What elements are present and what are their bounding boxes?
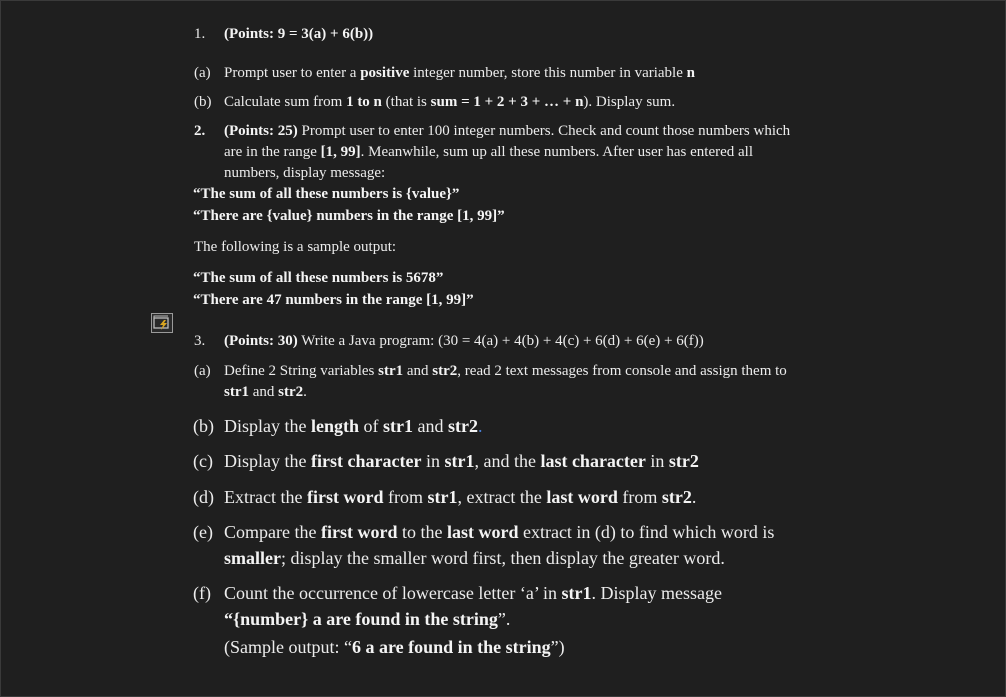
q1-a-label: (a) xyxy=(194,65,211,81)
q2-message-1: “The sum of all these numbers is {value}” xyxy=(193,186,460,202)
q3-c-text: Display the first character in str1, and the last character in str2 xyxy=(224,451,699,471)
q3-a-text: Define 2 String variables str1 and str2, read 2 text messages from console and assign them to xyxy=(224,363,787,379)
q3-e-label: (e) xyxy=(193,522,213,542)
q1-points: (Points: 9 = 3(a) + 6(b)) xyxy=(224,26,374,42)
q1-a-text: Prompt user to enter a positive integer number, store this number in variable n xyxy=(224,65,695,81)
q3-d-label: (d) xyxy=(193,487,214,507)
q3-c-label: (c) xyxy=(193,451,213,471)
edit-lightning-icon[interactable] xyxy=(151,313,173,333)
q3-number: 3. xyxy=(194,333,206,349)
q3-header xyxy=(194,331,704,352)
q3-f-text-line2: “{number} a are found in the string”. xyxy=(224,609,511,629)
q3-e-text-line2: smaller; display the smaller word first, then display the greater word. xyxy=(224,548,725,568)
q2-number: 2. xyxy=(194,123,206,139)
q3-b xyxy=(193,413,483,439)
q3-b-label: (b) xyxy=(193,416,214,436)
q2-header xyxy=(194,121,791,142)
q3-f-label: (f) xyxy=(193,583,211,603)
q2-sample-output-2: “There are 47 numbers in the range [1, 99]” xyxy=(193,292,474,308)
q3-c xyxy=(193,448,699,474)
q3-f-sample-output: (Sample output: “6 a are found in the string”) xyxy=(224,637,565,657)
q1-number: 1. xyxy=(194,26,206,42)
q2-text-line1: (Points: 25) Prompt user to enter 100 integer numbers. Check and count those numbers which xyxy=(224,123,791,139)
q3-b-text: Display the length of str1 and str2. xyxy=(224,416,483,436)
q2-sample-intro: The following is a sample output: xyxy=(194,239,397,255)
q3-d xyxy=(193,484,697,510)
q3-a-label: (a) xyxy=(194,363,211,379)
q2-message-2: “There are {value} numbers in the range [1, 99]” xyxy=(193,208,505,224)
q3-f xyxy=(193,580,722,606)
q3-a xyxy=(194,361,787,382)
q3-a-text-line2: str1 and str2. xyxy=(224,384,307,400)
q1-b xyxy=(194,92,676,113)
q3-f-text: Count the occurrence of lowercase letter ‘a’ in str1. Display message xyxy=(224,583,722,603)
q2-text-line3: numbers, display message: xyxy=(224,165,386,181)
q3-header-text: (Points: 30) Write a Java program: (30 = 4(a) + 4(b) + 4(c) + 6(d) + 6(e) + 6(f)) xyxy=(224,333,704,349)
q1-header xyxy=(194,24,374,45)
q3-d-text: Extract the first word from str1, extract the last word from str2. xyxy=(224,487,697,507)
q1-b-label: (b) xyxy=(194,94,212,110)
q1-a xyxy=(194,63,695,84)
q3-e xyxy=(193,519,775,545)
q3-e-text: Compare the first word to the last word extract in (d) to find which word is xyxy=(224,522,775,542)
q2-text-line2: are in the range [1, 99]. Meanwhile, sum up all these numbers. After user has entered all xyxy=(224,144,754,160)
q2-sample-output-1: “The sum of all these numbers is 5678” xyxy=(193,270,444,286)
q1-b-text: Calculate sum from 1 to n (that is sum = 1 + 2 + 3 + … + n). Display sum. xyxy=(224,94,676,110)
